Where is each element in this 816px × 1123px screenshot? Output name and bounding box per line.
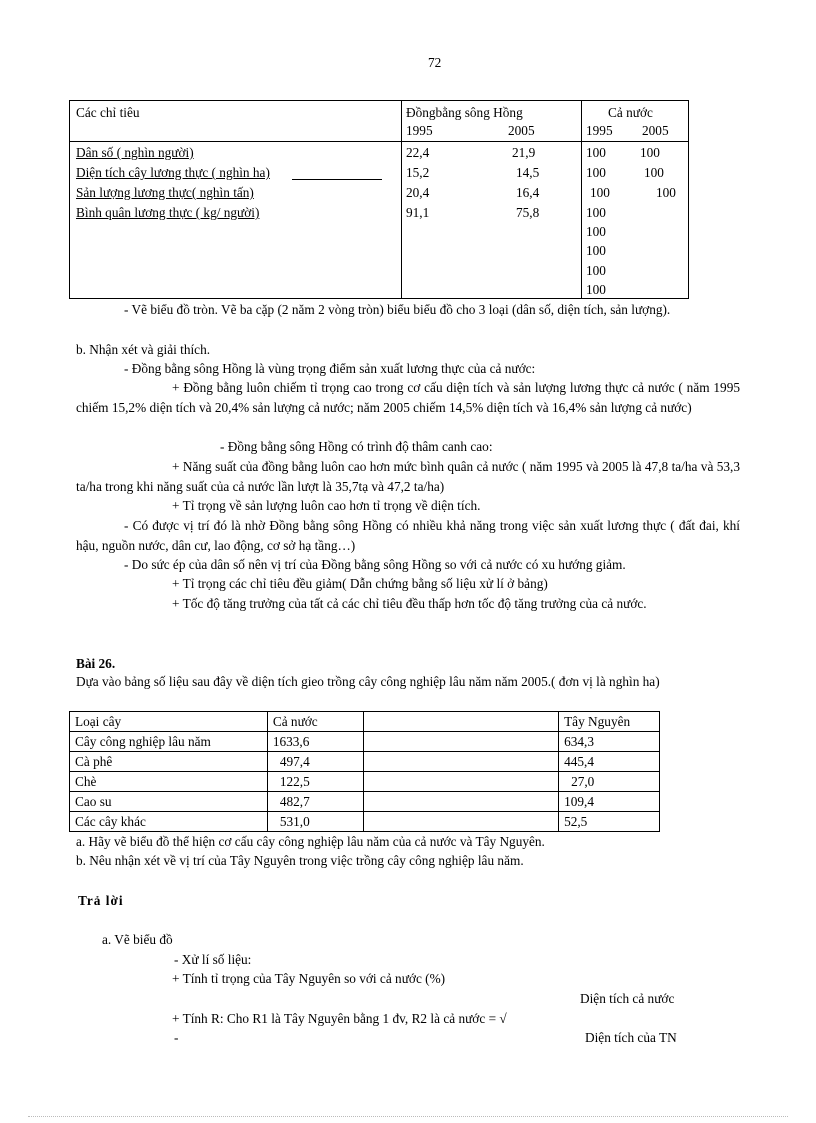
table1-cell: 14,5 xyxy=(516,165,540,180)
table-cell: 52,5 xyxy=(559,812,660,832)
answer-line: a. Vẽ biểu đồ xyxy=(102,932,173,947)
answer-line: + Tính tỉ trọng của Tây Nguyên so với cả nước (%) xyxy=(172,971,446,986)
table-cell xyxy=(363,772,558,792)
table1-row-label: Dân số ( nghìn người) xyxy=(76,145,194,160)
table1-cell: 75,8 xyxy=(516,205,540,220)
table1-cell: 100 xyxy=(586,282,606,297)
table-row xyxy=(70,712,660,732)
answer-line: - Xử lí số liệu: xyxy=(174,952,252,967)
paragraph: b. Nhận xét và giải thích. xyxy=(76,342,211,357)
table-header: Loại cây xyxy=(70,712,268,732)
table-cell xyxy=(363,752,558,772)
table1-year: 2005 xyxy=(508,123,535,138)
table1-cell: 100 xyxy=(590,185,610,200)
table1-cell: 100 xyxy=(656,185,676,200)
table-header: Cả nước xyxy=(267,712,363,732)
table-cell: 27,0 xyxy=(559,772,660,792)
answer-line: - xyxy=(174,1030,179,1045)
table1-cell: 100 xyxy=(586,263,606,278)
table1-cell: 16,4 xyxy=(516,185,540,200)
question-b: b. Nêu nhận xét về vị trí của Tây Nguyên trong việc trồng cây công nghiệp lâu năm. xyxy=(76,853,524,868)
table-row xyxy=(70,792,660,812)
table-cell: Cây công nghiệp lâu năm xyxy=(70,732,268,752)
table-cell: 1633,6 xyxy=(267,732,363,752)
exercise-intro: Dựa vào bảng số liệu sau đây về diện tích gieo trồng cây công nghiệp lâu năm năm 2005.( đơn vị là nghìn ha) xyxy=(76,674,660,689)
page-bottom-border xyxy=(28,1116,788,1117)
table-cell: 122,5 xyxy=(267,772,363,792)
table-cell: 482,7 xyxy=(267,792,363,812)
table-header xyxy=(363,712,558,732)
table-cell xyxy=(363,732,558,752)
paragraph: - Đồng bằng sông Hồng có trình độ thâm canh cao: xyxy=(220,439,493,454)
table1-header-region: Đồngbằng sông Hồng xyxy=(406,105,523,120)
paragraph: - Có được vị trí đó là nhờ Đồng bằng sông Hồng có nhiều khả năng trong việc sản xuất lương thực ( đất đai, khí hậu, nguồn nước, dân cư, lao động, cơ sở hạ tầng…) xyxy=(76,518,740,553)
table-row xyxy=(70,732,660,752)
table1-cell: 21,9 xyxy=(512,145,536,160)
paragraph: + Tốc độ tăng trưởng của tất cả các chỉ tiêu đều thấp hơn tốc độ tăng trưởng của cả nước. xyxy=(172,596,647,611)
table-cell: 531,0 xyxy=(267,812,363,832)
table1-cell: 100 xyxy=(640,145,660,160)
table-row xyxy=(70,772,660,792)
table1-row-label: Bình quân lương thực ( kg/ người) xyxy=(76,205,260,220)
table-cell: 109,4 xyxy=(559,792,660,812)
table-crops xyxy=(69,711,660,832)
table1-cell: 20,4 xyxy=(406,185,430,200)
table1-cell: 100 xyxy=(586,224,606,239)
table-cell xyxy=(363,792,558,812)
question-a: a. Hãy vẽ biểu đồ thể hiện cơ cấu cây công nghiệp lâu năm của cả nước và Tây Nguyên. xyxy=(76,834,545,849)
table-row xyxy=(70,812,660,832)
table1-row-label: Diện tích cây lương thực ( nghìn ha) xyxy=(76,165,270,180)
table1-cell: 100 xyxy=(586,243,606,258)
table-cell: Chè xyxy=(70,772,268,792)
table1-cell: 22,4 xyxy=(406,145,430,160)
fraction-denominator: Diện tích của TN xyxy=(585,1030,677,1045)
table1-year: 1995 xyxy=(586,123,613,138)
table-cell: Các cây khác xyxy=(70,812,268,832)
paragraph: + Năng suất của đồng bằng luôn cao hơn mức bình quân cả nước ( năm 1995 và 2005 là 47,8 ta/ha và 53,3 ta/ha trong khi năng suất của cả nước lần lượt là 35,7tạ và 47,2 ta/ha) xyxy=(76,459,740,494)
paragraph: - Do sức ép của dân số nên vị trí của Đồng bằng sông Hồng so với cả nước có xu hướng giảm. xyxy=(124,557,626,572)
table1-cell: 100 xyxy=(586,205,606,220)
table-cell: 497,4 xyxy=(267,752,363,772)
table1-cell: 100 xyxy=(644,165,664,180)
page-number: 72 xyxy=(428,55,442,70)
paragraph: - Đồng bằng sông Hồng là vùng trọng điểm sản xuất lương thực của cả nước: xyxy=(124,361,536,376)
table1-year: 1995 xyxy=(406,123,433,138)
table-cell: Cao su xyxy=(70,792,268,812)
table1-cell: 15,2 xyxy=(406,165,430,180)
answer-title: Trả lời xyxy=(78,893,124,908)
table-cell: 634,3 xyxy=(559,732,660,752)
fraction-numerator: Diện tích cả nước xyxy=(580,991,675,1006)
answer-line: + Tính R: Cho R1 là Tây Nguyên bằng 1 đv, R2 là cả nước = √ xyxy=(172,1011,507,1026)
table1-cell: 100 xyxy=(586,165,606,180)
table-cell xyxy=(363,812,558,832)
exercise-title: Bài 26. xyxy=(76,656,116,671)
paragraph: - Vẽ biểu đồ tròn. Vẽ ba cặp (2 năm 2 vòng tròn) biểu biểu đồ cho 3 loại (dân số, diện tích, sản lượng). xyxy=(124,302,671,317)
table1-cell: 100 xyxy=(586,145,606,160)
table1-header-indicators: Các chỉ tiêu xyxy=(76,105,140,120)
table1-year: 2005 xyxy=(642,123,669,138)
paragraph: + Tỉ trọng các chỉ tiêu đều giảm( Dẫn chứng bằng số liệu xử lí ở bảng) xyxy=(172,576,548,591)
table-cell: Cà phê xyxy=(70,752,268,772)
table-row xyxy=(70,752,660,772)
table1-row-label: Sản lượng lương thực( nghìn tấn) xyxy=(76,185,254,200)
table1-header-country: Cả nước xyxy=(608,105,653,120)
paragraph: + Đồng bằng luôn chiếm tỉ trọng cao trong cơ cấu diện tích và sản lượng lương thực cả nước ( năm 1995 chiếm 15,2% diện tích và 20,4% sản lượng cả nước; năm 2005 chiếm 14,5% diện tích và 16,4% sản lượng cả nước) xyxy=(76,380,740,415)
paragraph: + Tỉ trọng về sản lượng luôn cao hơn tỉ trọng về diện tích. xyxy=(172,498,481,513)
table1-cell: 91,1 xyxy=(406,205,430,220)
table-cell: 445,4 xyxy=(559,752,660,772)
table-header: Tây Nguyên xyxy=(559,712,660,732)
